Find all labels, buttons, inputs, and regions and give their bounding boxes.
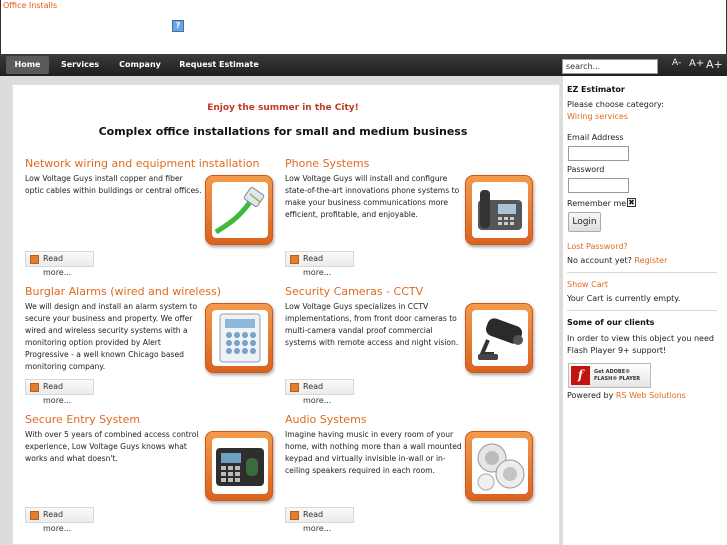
lost-password-link[interactable]: Lost Password? bbox=[567, 242, 628, 251]
service-card-audio bbox=[285, 413, 539, 533]
card-title[interactable]: Burglar Alarms (wired and wireless) bbox=[25, 285, 221, 298]
email-field[interactable] bbox=[568, 146, 629, 161]
read-more-button[interactable]: Read more... bbox=[25, 251, 94, 267]
arrow-icon bbox=[30, 255, 39, 264]
card-description: With over 5 years of combined access control experience, Low Voltage Guys knows what works and what doesn't. bbox=[25, 430, 199, 463]
arrow-icon bbox=[30, 383, 39, 392]
main-content bbox=[12, 84, 560, 545]
no-account-text: No account yet? Register bbox=[567, 256, 668, 265]
security-camera-icon bbox=[465, 303, 533, 373]
service-card-entry bbox=[25, 413, 279, 533]
estimator-heading: EZ Estimator bbox=[567, 85, 625, 94]
arrow-icon bbox=[290, 383, 299, 392]
get-flash-player-badge[interactable] bbox=[568, 363, 651, 388]
card-description: We will design and install an alarm system to secure your business and property. We offer wired and wireless security systems with a monitoring option provided by Alert Progressive - a well known Chicago based monitoring company. bbox=[25, 302, 198, 371]
service-card-alarms bbox=[25, 285, 279, 405]
font-increase-large-icon[interactable]: A+ bbox=[706, 58, 723, 71]
alarm-keypad-icon bbox=[205, 303, 273, 373]
card-title[interactable]: Network wiring and equipment installation bbox=[25, 157, 260, 170]
remember-me-checkbox[interactable]: ✖ bbox=[628, 198, 635, 207]
speakers-icon bbox=[465, 431, 533, 501]
divider bbox=[567, 310, 717, 311]
login-button[interactable]: Login bbox=[568, 212, 601, 232]
nav-home[interactable]: Home bbox=[6, 56, 49, 74]
read-more-button[interactable]: Read more... bbox=[285, 507, 354, 523]
read-more-button[interactable]: Read more... bbox=[25, 507, 94, 523]
password-label: Password bbox=[567, 165, 605, 174]
card-description: Low Voltage Guys install copper and fiber optic cables within buildings or central offices. bbox=[25, 174, 202, 195]
page-title: Complex office installations for small and medium business bbox=[98, 125, 468, 138]
card-title[interactable]: Security Cameras - CCTV bbox=[285, 285, 424, 298]
clients-heading: Some of our clients bbox=[567, 318, 655, 327]
category-link[interactable]: Wiring services bbox=[567, 112, 628, 121]
arrow-icon bbox=[30, 511, 39, 520]
cart-status: Your Cart is currently empty. bbox=[567, 294, 681, 303]
desk-phone-icon bbox=[465, 175, 533, 245]
card-title[interactable]: Audio Systems bbox=[285, 413, 367, 426]
flash-notice: In order to view this object you need Flash Player 9+ support! bbox=[567, 334, 714, 355]
card-title[interactable]: Phone Systems bbox=[285, 157, 370, 170]
network-cable-icon bbox=[205, 175, 273, 245]
flash-badge-text: Get ADOBE® FLASH® PLAYER bbox=[594, 369, 641, 382]
read-more-button[interactable]: Read more... bbox=[285, 379, 354, 395]
right-sidebar bbox=[563, 76, 727, 545]
register-link[interactable]: Register bbox=[634, 256, 668, 265]
powered-by-link[interactable]: RS Web Solutions bbox=[615, 391, 686, 400]
card-description: Low Voltage Guys will install and configure state-of-the-art innovations phone systems to make your business communications more efficient, profitable, and enjoyable. bbox=[285, 174, 460, 219]
arrow-icon bbox=[290, 255, 299, 264]
main-navbar bbox=[0, 54, 727, 76]
nav-company[interactable]: Company bbox=[119, 60, 161, 69]
choose-category-label: Please choose category: bbox=[567, 100, 664, 109]
missing-plugin-icon: ? bbox=[172, 20, 184, 32]
divider bbox=[567, 272, 717, 273]
service-card-cctv bbox=[285, 285, 539, 405]
card-description: Low Voltage Guys specializes in CCTV implementations, from front door cameras to multi-camera vandal proof commercial systems with remote access and night vision. bbox=[285, 302, 459, 347]
search-input[interactable] bbox=[562, 59, 658, 74]
card-description: Imagine having music in every room of your home, with nothing more than a wall mounted keypad and virtually invisible in-wall or in-ceiling speakers required in each room. bbox=[285, 430, 462, 475]
service-card-phone bbox=[285, 157, 539, 277]
nav-services[interactable]: Services bbox=[60, 60, 100, 69]
font-decrease-icon[interactable]: A- bbox=[672, 58, 682, 68]
email-label: Email Address bbox=[567, 133, 624, 142]
card-title[interactable]: Secure Entry System bbox=[25, 413, 141, 426]
service-card-network bbox=[25, 157, 279, 277]
read-more-button[interactable]: Read more... bbox=[285, 251, 354, 267]
flash-logo-icon: f bbox=[571, 366, 590, 385]
powered-by: Powered by RS Web Solutions bbox=[567, 391, 686, 400]
show-cart-link[interactable]: Show Cart bbox=[567, 280, 609, 289]
site-title-link[interactable]: Office Installs bbox=[3, 1, 58, 10]
site-header bbox=[0, 0, 727, 54]
arrow-icon bbox=[290, 511, 299, 520]
password-field[interactable] bbox=[568, 178, 629, 193]
remember-me-label: Remember me bbox=[567, 199, 627, 208]
promo-banner: Enjoy the summer in the City! bbox=[207, 103, 359, 113]
read-more-button[interactable]: Read more... bbox=[25, 379, 94, 395]
access-terminal-icon bbox=[205, 431, 273, 501]
nav-request-estimate[interactable]: Request Estimate bbox=[179, 60, 259, 69]
font-increase-icon[interactable]: A+ bbox=[689, 58, 705, 69]
